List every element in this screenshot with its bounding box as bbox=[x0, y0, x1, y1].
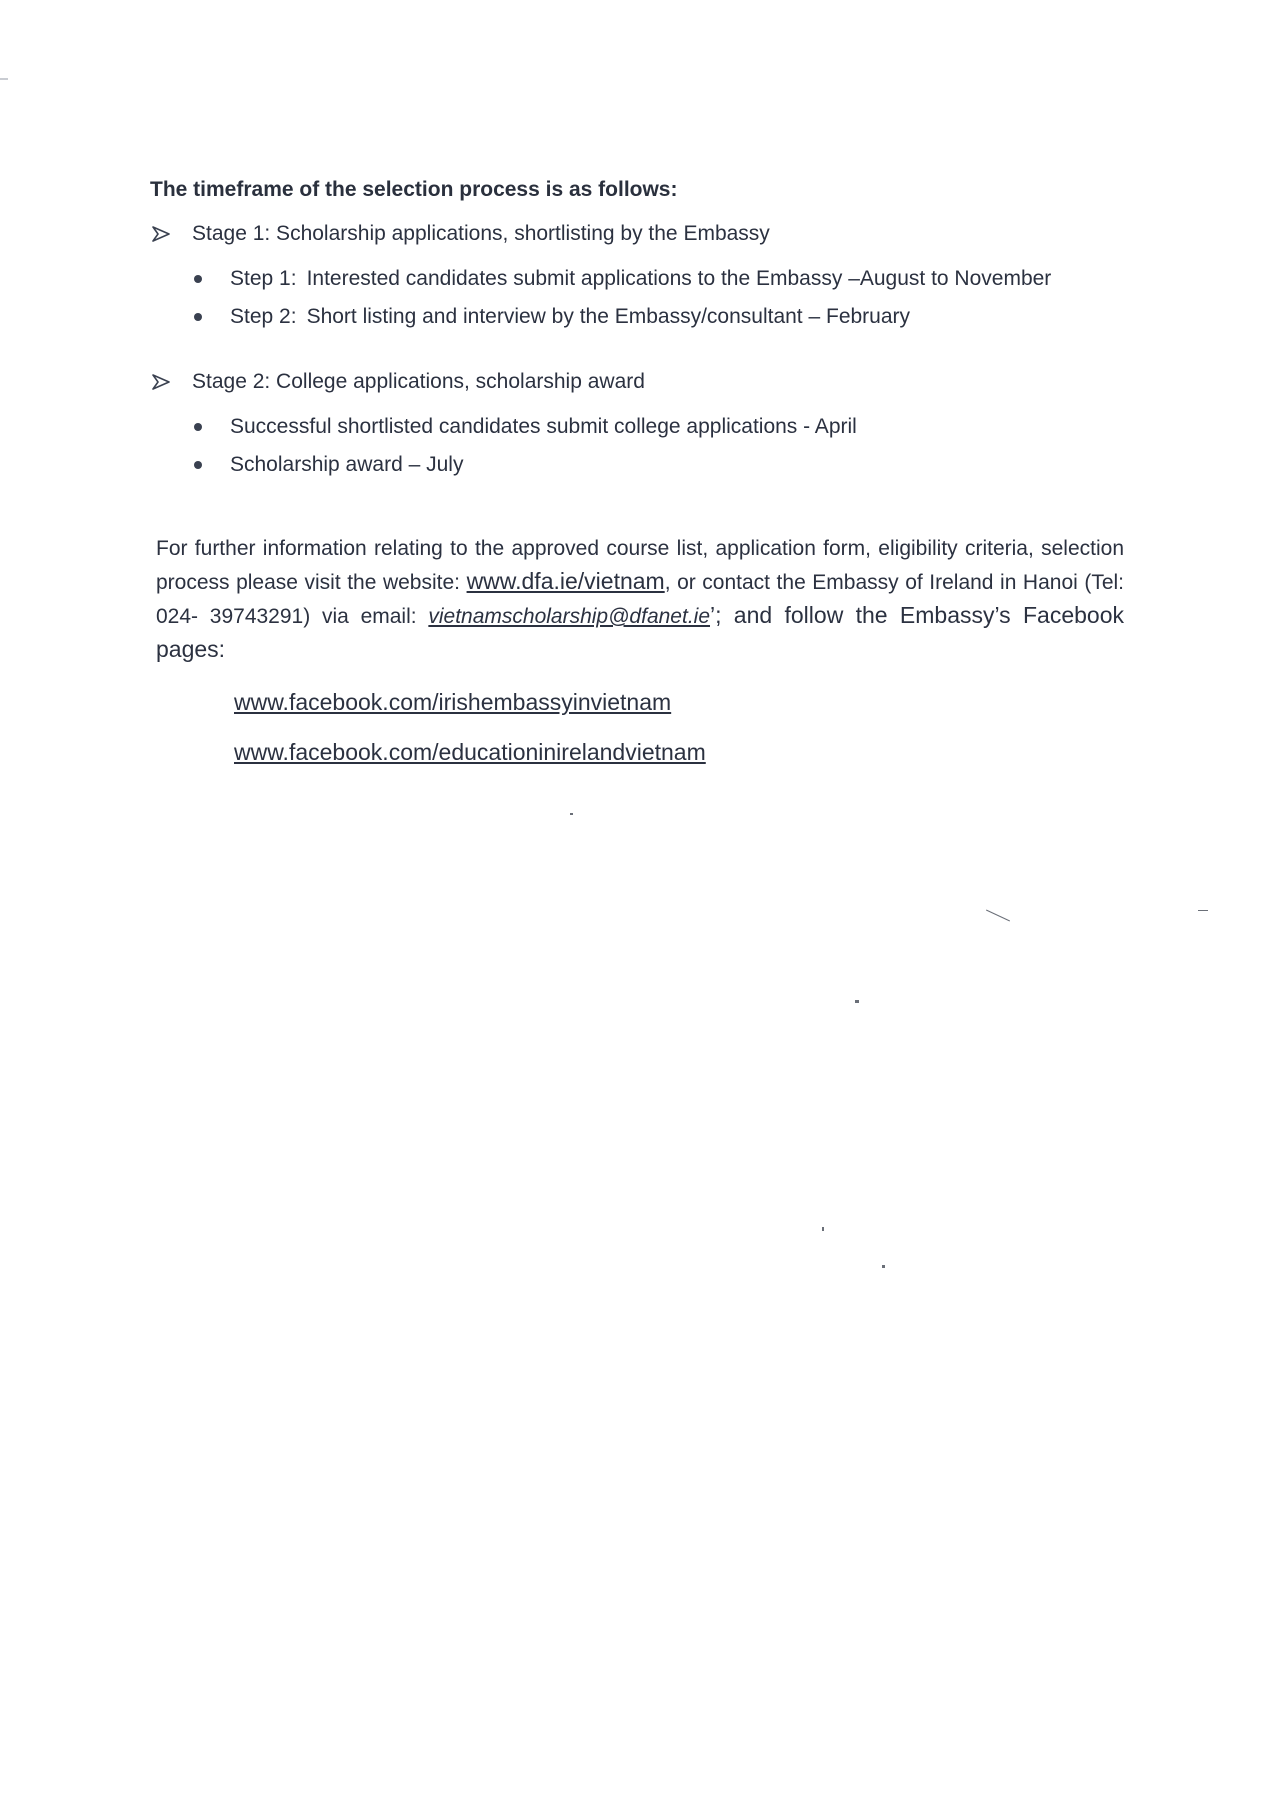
bullet-icon bbox=[194, 313, 202, 321]
list-item bbox=[150, 298, 1120, 336]
stage-1-title-row bbox=[152, 222, 1120, 246]
scan-speck bbox=[986, 910, 1010, 922]
stage-2-steps bbox=[150, 408, 1120, 484]
scan-speck bbox=[822, 1227, 824, 1231]
further-info-text-1: For further information relating to the approved course list, application form, eligibility criteria, selection process please visit the website: bbox=[156, 537, 1124, 594]
stage-1-title: Stage 1: Scholarship applications, shortlisting by the Embassy bbox=[192, 222, 770, 245]
list-item bbox=[150, 260, 1120, 298]
facebook-links bbox=[234, 677, 1120, 777]
step-text: Successful shortlisted candidates submit college applications - April bbox=[230, 415, 857, 438]
arrow-bullet-icon bbox=[152, 374, 192, 390]
bullet-icon bbox=[194, 461, 202, 469]
stage-2-title-row bbox=[152, 370, 1120, 394]
list-item bbox=[150, 446, 1120, 484]
scan-speck bbox=[882, 1265, 885, 1268]
arrow-bullet-icon bbox=[152, 226, 192, 242]
list-item bbox=[150, 408, 1120, 446]
document-body bbox=[150, 178, 1125, 777]
stage-1-steps bbox=[150, 260, 1120, 336]
step-text: Interested candidates submit applications to the Embassy –August to November bbox=[306, 267, 1052, 290]
step-label: Step 2: bbox=[230, 305, 297, 328]
facebook-link-irishembassy[interactable]: www.facebook.com/irishembassyinvietnam bbox=[234, 689, 672, 715]
scan-speck bbox=[855, 1000, 859, 1003]
scan-edge-mark bbox=[0, 78, 8, 80]
facebook-link-education[interactable]: www.facebook.com/educationinirelandvietnam bbox=[234, 739, 706, 765]
further-info-text-2: , or contact the Embassy of Ireland in Hanoi (Tel: 024- 39743291) via email: bbox=[156, 571, 1125, 628]
scan-speck bbox=[570, 813, 573, 815]
step-label: Step 1: bbox=[230, 267, 297, 290]
bullet-icon bbox=[194, 423, 202, 431]
step-text: Scholarship award – July bbox=[230, 453, 464, 476]
further-info-paragraph bbox=[156, 532, 1124, 667]
further-info-text-3: ’; and follow the Embassy’s Facebook pages: bbox=[156, 602, 1124, 662]
stage-2-title: Stage 2: College applications, scholarship award bbox=[192, 370, 645, 393]
scan-speck bbox=[1198, 910, 1208, 911]
bullet-icon bbox=[194, 275, 202, 283]
email-link[interactable]: vietnamscholarship@dfanet.ie bbox=[428, 605, 710, 628]
website-link[interactable]: www.dfa.ie/vietnam bbox=[466, 568, 665, 594]
section-heading: The timeframe of the selection process is as follows: bbox=[150, 178, 678, 201]
step-text: Short listing and interview by the Embassy/consultant – February bbox=[306, 305, 911, 328]
